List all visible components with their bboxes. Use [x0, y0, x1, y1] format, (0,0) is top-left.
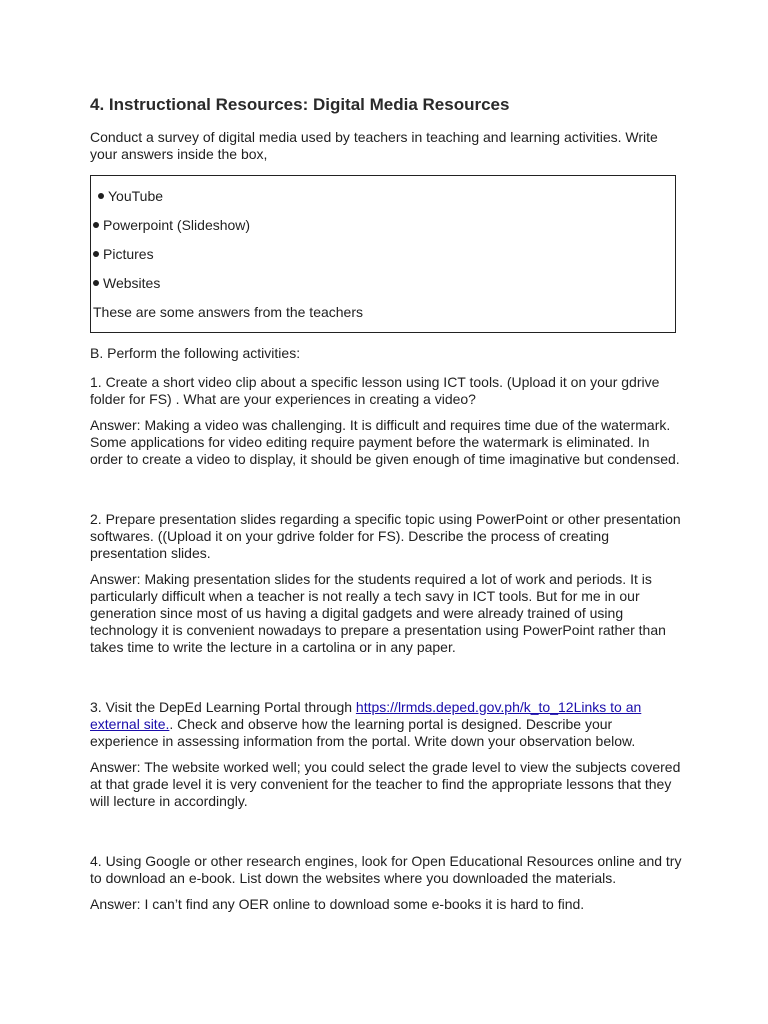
answer-2: Answer: Making presentation slides for the students required a lot of work and periods. It is particularly difficult when a teacher is not really a tech savy in ICT tools. But for me in our generation since most of us having a digital gadgets and were already trained of using technology it is convenient nowadays to prepare a presentation using PowerPoint rather than takes time to write the lecture in a cartolina or in any paper. — [90, 571, 666, 655]
question-4: 4. Using Google or other research engines, look for Open Educational Resources online and try to download an e-book. List down the websites where you downloaded the materials. — [90, 853, 682, 886]
bullet-icon — [98, 193, 104, 199]
question-3: 3. Visit the DepEd Learning Portal through https://lrmds.deped.gov.ph/k_to_12Links to an external site.. Check and observe how the learning portal is designed. Describe your experience in assessing information from the portal. Write down your observation below. — [90, 699, 642, 749]
list-item: Powerpoint (Slideshow) — [93, 217, 673, 246]
deped-portal-link[interactable]: https://lrmds.deped.gov.ph/k_to_12Links to an external site. — [90, 699, 642, 732]
media-list — [93, 188, 673, 304]
list-item: Pictures — [93, 246, 673, 275]
answer-box — [90, 175, 676, 333]
bullet-icon — [93, 251, 99, 257]
question-1: 1. Create a short video clip about a specific lesson using ICT tools. (Upload it on your gdrive folder for FS) . What are your experiences in creating a video? — [90, 374, 660, 407]
question-2: 2. Prepare presentation slides regarding a specific topic using PowerPoint or other presentation softwares. ((Upload it on your gdrive folder for FS). Describe the process of creating presentation slides. — [90, 511, 681, 561]
answer-4: Answer: I can’t find any OER online to download some e-books it is hard to find. — [90, 896, 585, 912]
intro-text: Conduct a survey of digital media used by teachers in teaching and learning activities. Write your answers inside the box, — [90, 129, 658, 162]
answer-3: Answer: The website worked well; you could select the grade level to view the subjects covered at that grade level it is very convenient for the teacher to find the appropriate lessons that they will lecture in accordingly. — [90, 759, 681, 809]
box-note: These are some answers from the teachers — [93, 304, 364, 320]
document-page — [90, 95, 682, 922]
bullet-icon — [93, 222, 99, 228]
section-heading: 4. Instructional Resources: Digital Media Resources — [90, 95, 510, 114]
list-item: Websites — [93, 275, 673, 304]
bullet-icon — [93, 280, 99, 286]
answer-1: Answer: Making a video was challenging. It is difficult and requires time due of the watermark. Some applications for video editing require payment before the watermark is eliminated. In order to create a video to display, it should be given enough of time imaginative but condensed. — [90, 417, 680, 467]
list-item: YouTube — [93, 188, 673, 217]
section-b-heading: B. Perform the following activities: — [90, 345, 301, 361]
